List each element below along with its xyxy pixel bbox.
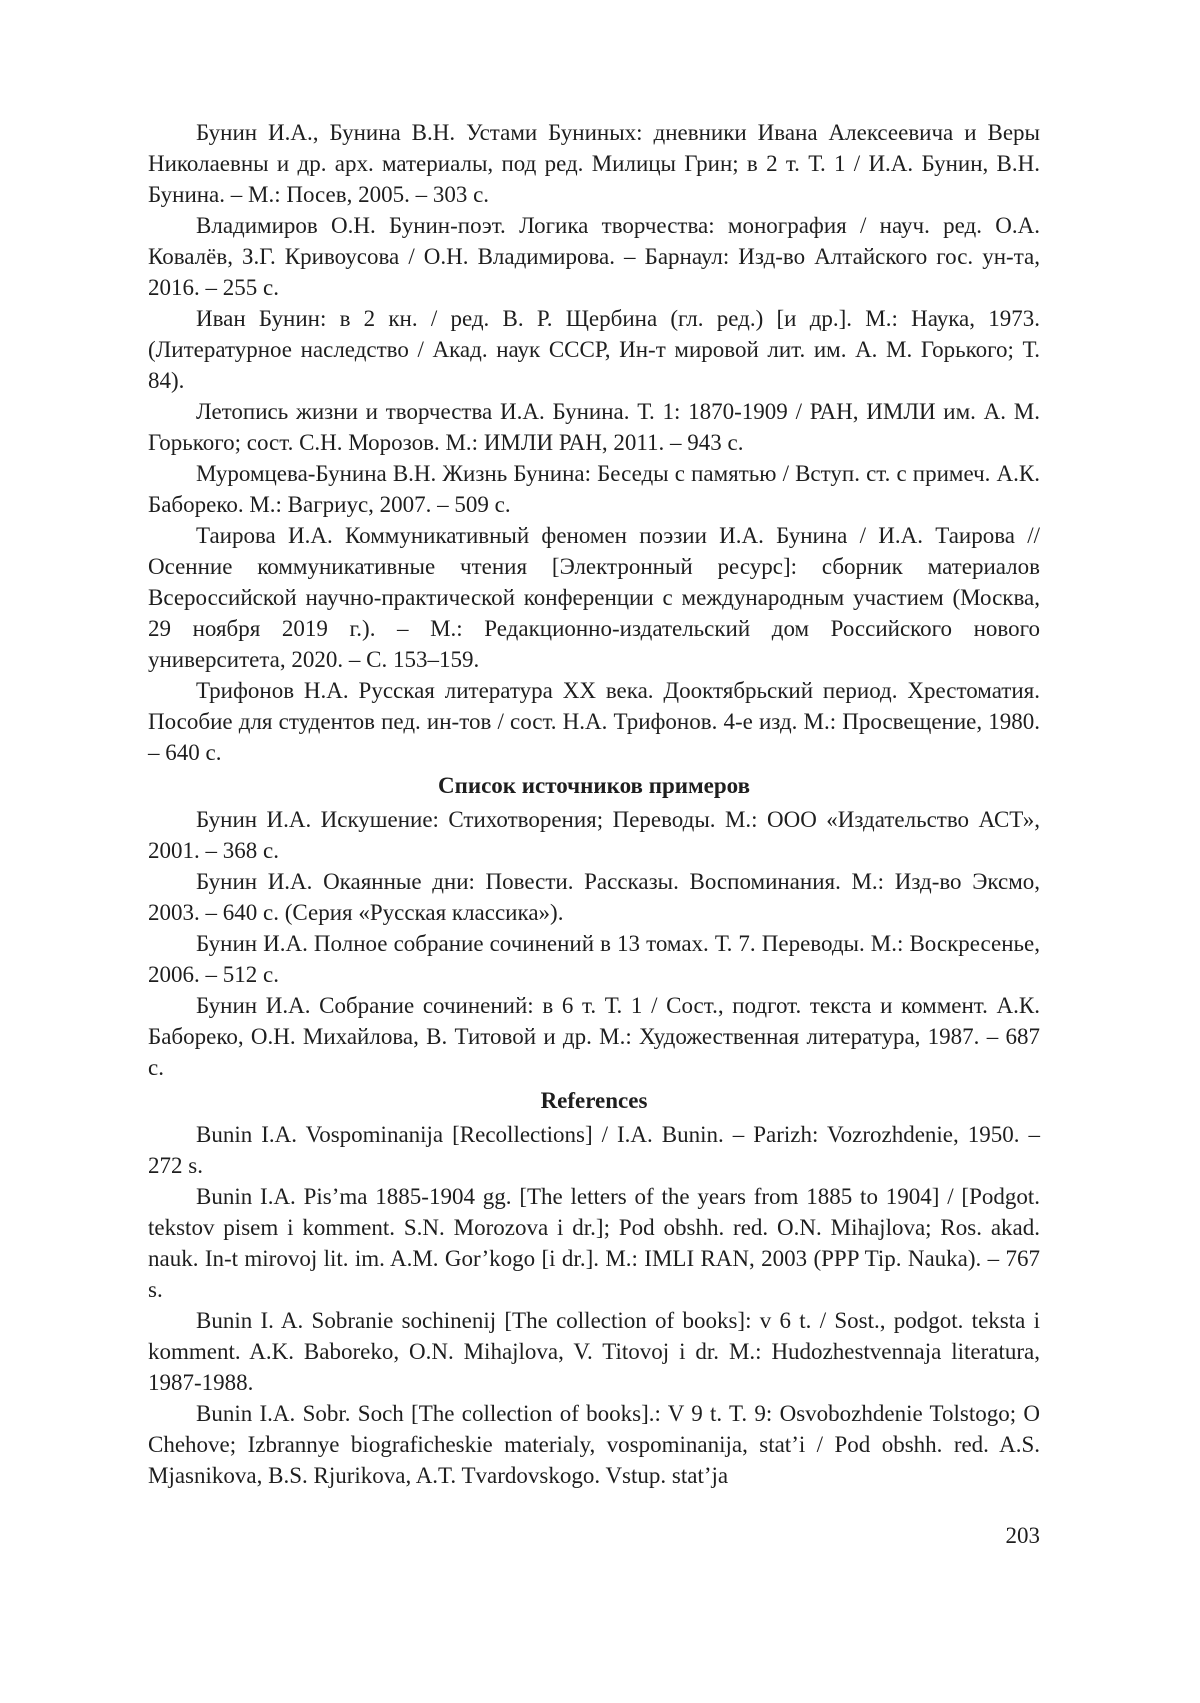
bibliography-entry: Владимиров О.Н. Бунин-поэт. Логика творчества: монография / науч. ред. О.А. Ковалёв, З.Г. Кривоусова / О.Н. Владимирова. – Барнаул: Изд-во Алтайско­го гос. ун-та, 2016. – 255 с. — [148, 210, 1040, 303]
bibliography-entry: Трифонов Н.А. Русская литература XX века. Дооктябрьский период. Хресто­матия. Пособие для студентов пед. ин-тов / сост. Н.А. Трифонов. 4-е изд. М.: Про­свещение, 1980. – 640 с. — [148, 675, 1040, 768]
page-number: 203 — [1006, 1520, 1041, 1551]
source-entry: Бунин И.А. Полное собрание сочинений в 13 томах. Т. 7. Переводы. М.: Вос­кресенье, 2006. – 512 с. — [148, 928, 1040, 990]
source-entry: Бунин И.А. Окаянные дни: Повести. Рассказы. Воспоминания. М.: Изд-во Эксмо, 2003. – 640 с. (Серия «Русская классика»). — [148, 866, 1040, 928]
bibliography-entry: Бунин И.А., Бунина В.Н. Устами Буниных: дневники Ивана Алексеевича и Веры Николаевны и др. арх. материалы, под ред. Милицы Грин; в 2 т. Т. 1 / И.А. Бунин, В.Н. Бунина. – М.: Посев, 2005. – 303 с. — [148, 117, 1040, 210]
reference-entry: Bunin I.A. Vospominanija [Recollections] / I.A. Bunin. – Parizh: Vozrozhdenie, 1950. – 272 s. — [148, 1119, 1040, 1181]
bibliography-entry: Иван Бунин: в 2 кн. / ред. В. Р. Щербина (гл. ред.) [и др.]. М.: Наука, 1973. (Литературное наследство / Акад. наук СССР, Ин-т мировой лит. им. А. М. Горь­кого; Т. 84). — [148, 303, 1040, 396]
bibliography-entry: Таирова И.А. Коммуникативный феномен поэзии И.А. Бунина / И.А. Таиро­ва // Осенние коммуникативные чтения [Электронный ресурс]: сборник материа­лов Всероссийской научно-практической конференции с международным участи­ем (Москва, 29 ноября 2019 г.). – М.: Редакционно-издательский дом Российского нового университета, 2020. – С. 153–159. — [148, 520, 1040, 675]
reference-entry: Bunin I. A. Sobranie sochinenij [The collection of books]: v 6 t. / Sost., podgot. teksta i komment. A.K. Baboreko, O.N. Mihajlova, V. Titovoj i dr. M.: Hudozhestven­naja literatura, 1987-1988. — [148, 1305, 1040, 1398]
source-entry: Бунин И.А. Искушение: Стихотворения; Переводы. М.: ООО «Издательство АСТ», 2001. – 368 с. — [148, 804, 1040, 866]
references-heading: References — [148, 1083, 1040, 1119]
reference-entry: Bunin I.A. Pis’ma 1885-1904 gg. [The letters of the years from 1885 to 1904] / [Podgot. tekstov pisem i komment. S.N. Morozova i dr.]; Pod obshh. red. O.N. Miha­jlova; Ros. akad. nauk. In-t mirovoj lit. im. A.M. Gor’kogo [i dr.]. M.: IMLI RAN, 2003 (PPP Tip. Nauka). – 767 s. — [148, 1181, 1040, 1305]
reference-entry: Bunin I.A. Sobr. Soch [The collection of books].: V 9 t. T. 9: Osvobozhdenie Tolstogo; O Chehove; Izbrannye biograficheskie materialy, vospominanija, stat’i / Pod obshh. red. A.S. Mjasnikova, B.S. Rjurikova, A.T. Tvardovskogo. Vstup. stat’ja — [148, 1398, 1040, 1491]
bibliography-entry: Летопись жизни и творчества И.А. Бунина. Т. 1: 1870-1909 / РАН, ИМЛИ им. А. М. Горького; сост. С.Н. Морозов. М.: ИМЛИ РАН, 2011. – 943 с. — [148, 396, 1040, 458]
source-entry: Бунин И.А. Собрание сочинений: в 6 т. Т. 1 / Сост., подгот. текста и коммент. А.К. Бабореко, О.Н. Михайлова, В. Титовой и др. М.: Художественная литерату­ра, 1987. – 687 с. — [148, 990, 1040, 1083]
sources-heading: Список источников примеров — [148, 768, 1040, 804]
page-content — [148, 117, 1040, 1491]
bibliography-entry: Муромцева-Бунина В.Н. Жизнь Бунина: Беседы с памятью / Вступ. ст. с при­меч. А.К. Бабореко. М.: Вагриус, 2007. – 509 с. — [148, 458, 1040, 520]
